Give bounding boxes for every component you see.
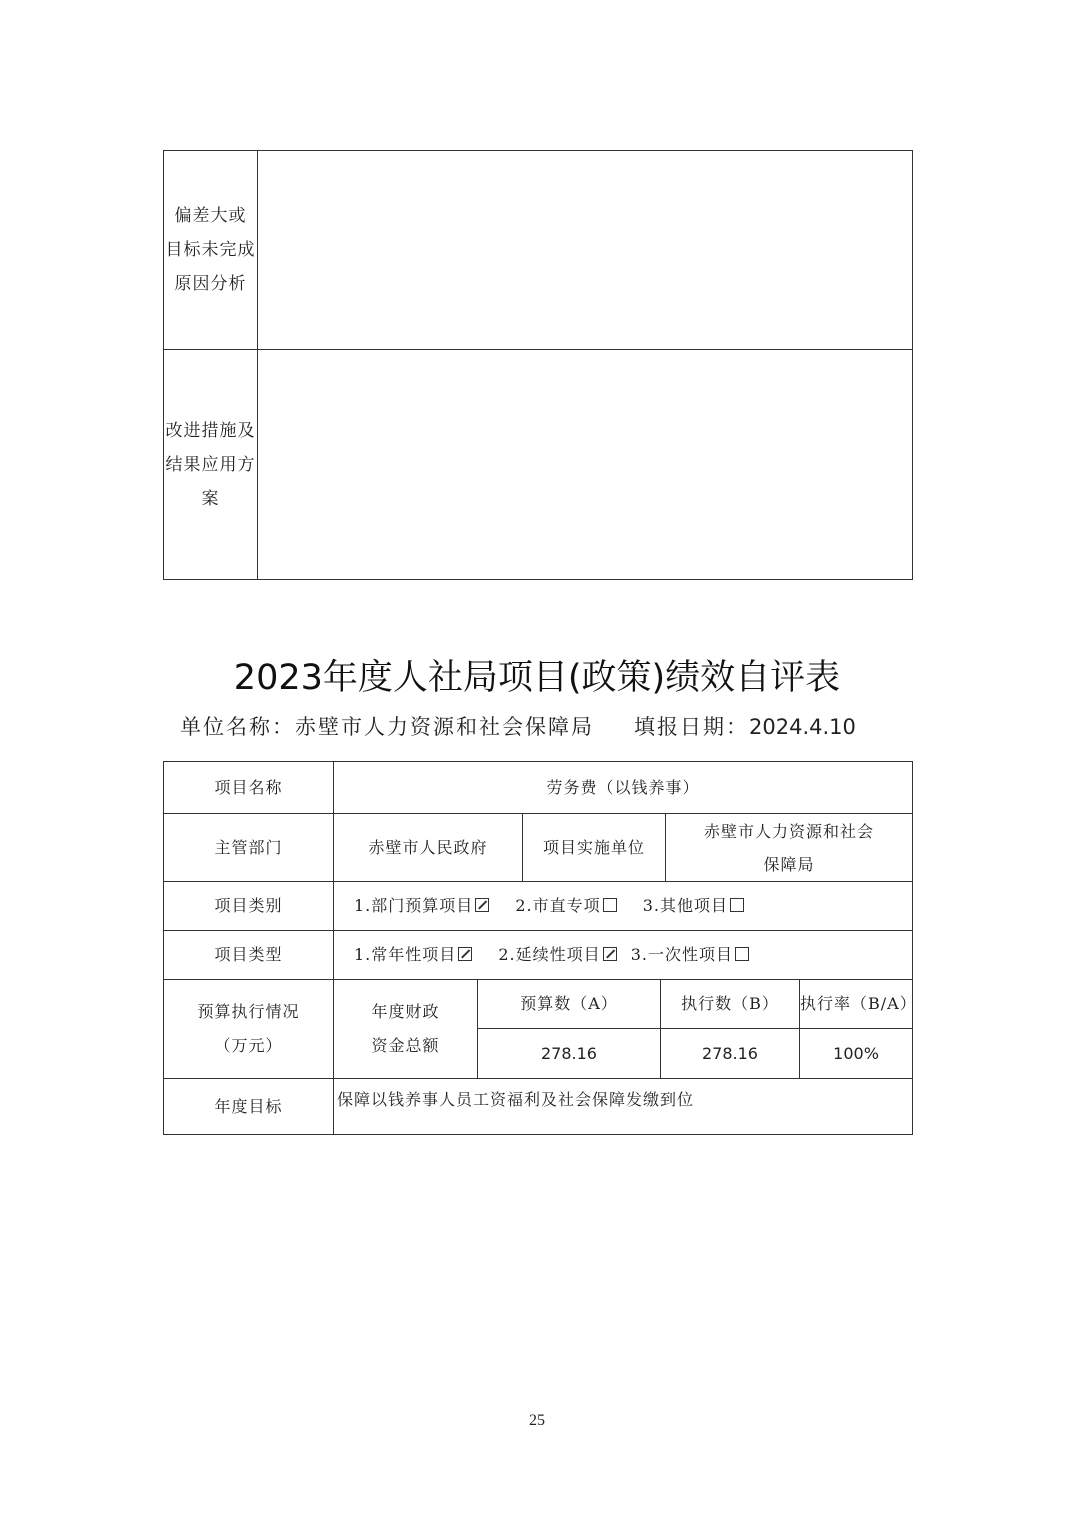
budget-a-label: 预算数（A）	[478, 980, 661, 1029]
annual-goal-value: 保障以钱养事人员工资福利及社会保障发缴到位	[334, 1079, 913, 1135]
category-option-2-text: 2.市直专项	[515, 896, 601, 915]
deviation-row	[164, 151, 913, 350]
checked-checkbox-icon	[458, 947, 472, 961]
unchecked-checkbox-icon	[735, 947, 749, 961]
improvement-content	[258, 350, 913, 580]
unit-date-line	[180, 711, 856, 741]
type-option-1-text: 1.常年性项目	[354, 945, 457, 964]
exec-b-label: 执行数（B）	[661, 980, 800, 1029]
type-option-3	[631, 945, 749, 964]
impl-unit-value-line-1: 赤壁市人力资源和社会	[704, 821, 875, 841]
deviation-label-line-3: 原因分析	[174, 274, 247, 294]
unchecked-checkbox-icon	[730, 898, 744, 912]
category-option-3-text: 3.其他项目	[642, 896, 729, 915]
unchecked-checkbox-icon	[603, 898, 617, 912]
fund-total-label	[334, 980, 478, 1079]
checked-checkbox-icon	[603, 947, 617, 961]
category-option-1-text: 1.部门预算项目	[354, 896, 474, 915]
date-value: 2024.4.10	[749, 715, 856, 739]
type-label: 项目类型	[164, 931, 334, 980]
type-option-1	[354, 945, 472, 964]
project-name-value: 劳务费（以钱养事）	[334, 762, 913, 814]
deviation-label-line-1: 偏差大或	[174, 206, 247, 226]
unit-label: 单位名称：赤壁市人力资源和社会保障局	[180, 715, 594, 739]
self-evaluation-table	[163, 761, 917, 1135]
improvement-label-line-1: 改进措施及	[165, 420, 256, 441]
impl-unit-value-line-2: 保障局	[763, 854, 815, 874]
project-name-row	[164, 762, 913, 814]
rate-value: 100%	[800, 1029, 913, 1079]
budget-label-line-1: 预算执行情况	[197, 1002, 300, 1021]
category-option-2	[515, 896, 616, 915]
dept-value: 赤壁市人民政府	[334, 814, 523, 882]
budget-label-line-2: （万元）	[214, 1036, 283, 1055]
fund-total-line-1: 年度财政	[371, 1002, 440, 1021]
dept-label: 主管部门	[164, 814, 334, 882]
type-row	[164, 931, 913, 980]
category-options	[334, 882, 913, 931]
impl-unit-value	[666, 814, 913, 882]
deviation-content	[258, 151, 913, 350]
category-option-1	[354, 896, 489, 915]
rate-label: 执行率（B/A）	[800, 980, 913, 1029]
project-name-label: 项目名称	[164, 762, 334, 814]
improvement-row	[164, 350, 913, 580]
improvement-label-line-2: 结果应用方	[165, 454, 256, 475]
improvement-label-line-3: 案	[201, 488, 220, 509]
category-option-3	[643, 896, 744, 915]
category-row	[164, 882, 913, 931]
exec-b-value: 278.16	[661, 1029, 800, 1079]
deviation-label-line-2: 目标未完成	[165, 240, 256, 260]
type-option-2-text: 2.延续性项目	[498, 945, 601, 964]
dept-row	[164, 814, 913, 882]
analysis-table	[163, 150, 913, 580]
page-title: 2023年度人社局项目(政策)绩效自评表	[233, 658, 841, 698]
budget-label	[164, 980, 334, 1079]
page-number: 25	[529, 1412, 545, 1429]
fund-total-line-2: 资金总额	[371, 1036, 440, 1055]
checked-checkbox-icon	[475, 898, 489, 912]
deviation-label	[164, 151, 258, 350]
date-label: 填报日期：	[634, 715, 749, 739]
impl-unit-label: 项目实施单位	[523, 814, 666, 882]
type-options	[334, 931, 913, 980]
type-option-3-text: 3.一次性项目	[630, 945, 734, 964]
annual-goal-row	[164, 1079, 913, 1135]
category-label: 项目类别	[164, 882, 334, 931]
type-option-2	[498, 945, 616, 964]
budget-header-row	[164, 980, 913, 1029]
budget-a-value: 278.16	[478, 1029, 661, 1079]
improvement-label	[164, 350, 258, 580]
annual-goal-label: 年度目标	[164, 1079, 334, 1135]
